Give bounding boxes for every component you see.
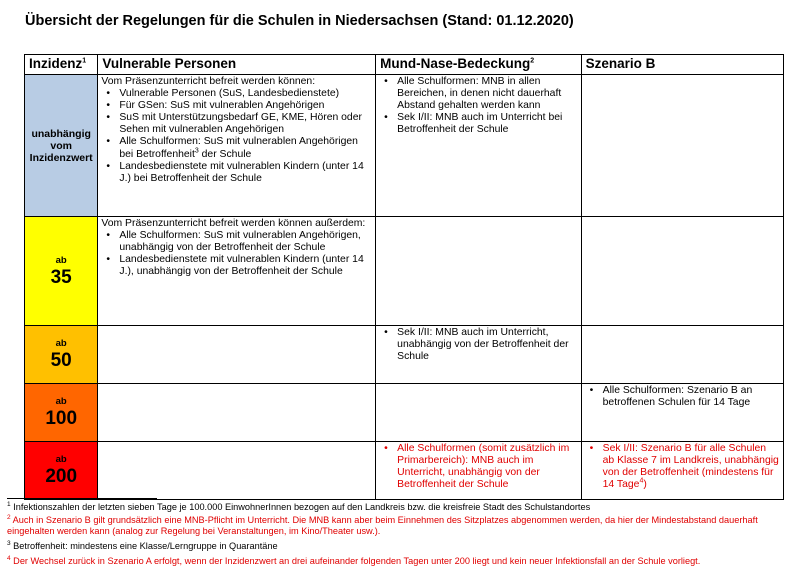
list-item: • Alle Schulformen: Szenario B an betroffenen Schulen für 14 Tage xyxy=(589,385,753,409)
list-item: • Landesbedienstete mit vulnerablen Kindern (unter 14 J.), unabhängig von der Betroffenheit der Schule xyxy=(106,254,364,278)
table-row xyxy=(25,217,784,326)
vulnerable-cell xyxy=(98,384,376,442)
incidence-cell-35: ab 35 xyxy=(25,217,98,326)
list-item: • Alle Schulformen: SuS mit vulnerablen Angehörigen, unabhängig von der Betroffenheit der Schule xyxy=(106,230,361,254)
mnb-cell xyxy=(376,442,581,500)
list-item: • Alle Schulformen (somit zusätzlich im Primarbereich): MNB auch im Unterricht, unabhängig von der Betroffenheit der Schule xyxy=(384,443,570,491)
cell-intro: Vom Präsenzunterricht befreit werden können: xyxy=(101,76,316,87)
table-row xyxy=(25,384,784,442)
incidence-cell-200: ab 200 xyxy=(25,442,98,500)
list-item: • Sek I/II: MNB auch im Unterricht, unabhängig von der Betroffenheit der Schule xyxy=(384,327,569,363)
list-item: • SuS mit Unterstützungsbedarf GE, KME, Hören oder Sehen mit vulnerablen Angehörigen xyxy=(106,112,362,136)
mnb-cell xyxy=(376,384,581,442)
szenario-cell xyxy=(581,326,783,384)
list-item: • Sek I/II: MNB auch im Unterricht bei Betroffenheit der Schule xyxy=(384,112,563,136)
mnb-cell xyxy=(376,75,581,217)
vulnerable-cell xyxy=(98,75,376,217)
szenario-cell xyxy=(581,384,783,442)
list-item: • Sek I/II: Szenario B für alle Schulen ab Klasse 7 im Landkreis, unabhängig von der Betroffenheit (mindestens für 14 Tage$^4$) xyxy=(589,443,779,491)
table-row xyxy=(25,442,784,500)
incidence-cell-50: ab 50 xyxy=(25,326,98,384)
table-row xyxy=(25,326,784,384)
list-item: • Landesbedienstete mit vulnerablen Kindern (unter 14 J.) bei Betroffenheit der Schule xyxy=(106,160,364,184)
regulations-table xyxy=(24,54,784,500)
list-item: • Vulnerable Personen (SuS, Landesbedienstete) xyxy=(106,88,340,100)
cell-intro: Vom Präsenzunterricht befreit werden können außerdem: xyxy=(101,218,366,229)
list-item: • Alle Schulformen: MNB in allen Bereichen, in denen nicht dauerhaft Abstand gehalten werden kann xyxy=(384,76,562,112)
table-header-row xyxy=(25,55,784,75)
vulnerable-cell xyxy=(98,217,376,326)
incidence-cell-100: ab 100 xyxy=(25,384,98,442)
header-inzidenz: Inzidenz$^1$ xyxy=(25,55,98,75)
footnote-4: $^4$ Der Wechsel zurück in Szenario A erfolgt, wenn der Inzidenzwert an drei aufeinander folgenden Tagen unter 200 liegt und kein neuer Infektionsfall an der Schule vorliegt. xyxy=(7,554,701,566)
footnote-2: $^2$ Auch in Szenario B gilt grundsätzlich eine MNB-Pflicht im Unterricht. Die MNB kann aber beim Einnehmen des Sitzplatzes abgenommen werden, da hier der Mindestabstand dauerhaft eingehalten werden kann (analog zur Regelung bei Veranstaltungen, im Kino/Theater usw.). xyxy=(7,513,758,536)
szenario-cell xyxy=(581,75,783,217)
page-title: Übersicht der Regelungen für die Schulen in Niedersachsen (Stand: 01.12.2020) xyxy=(25,13,574,29)
incidence-cell-independent: unabhängig vom Inzidenzwert xyxy=(25,75,98,217)
szenario-cell xyxy=(581,442,783,500)
header-vulnerable: Vulnerable Personen xyxy=(98,55,376,75)
footnote-divider xyxy=(7,498,157,499)
mnb-cell xyxy=(376,217,581,326)
mnb-cell xyxy=(376,326,581,384)
list-item: • Alle Schulformen: SuS mit vulnerablen Angehörigen bei Betroffenheit$^3$ der Schule xyxy=(106,136,358,160)
footnote-1: $^1$ Infektionszahlen der letzten sieben Tage je 100.000 EinwohnerInnen bezogen auf den Landkreis bzw. die kreisfreie Stadt des Schulstandortes xyxy=(7,500,591,512)
szenario-cell xyxy=(581,217,783,326)
table-row xyxy=(25,75,784,217)
header-mnb: Mund-Nase-Bedeckung$^2$ xyxy=(376,55,581,75)
vulnerable-cell xyxy=(98,442,376,500)
header-szenario: Szenario B xyxy=(581,55,783,75)
footnote-3: $^3$ Betroffenheit: mindestens eine Klasse/Lerngruppe in Quarantäne xyxy=(7,539,278,551)
list-item: • Für GSen: SuS mit vulnerablen Angehörigen xyxy=(106,100,325,112)
vulnerable-cell xyxy=(98,326,376,384)
